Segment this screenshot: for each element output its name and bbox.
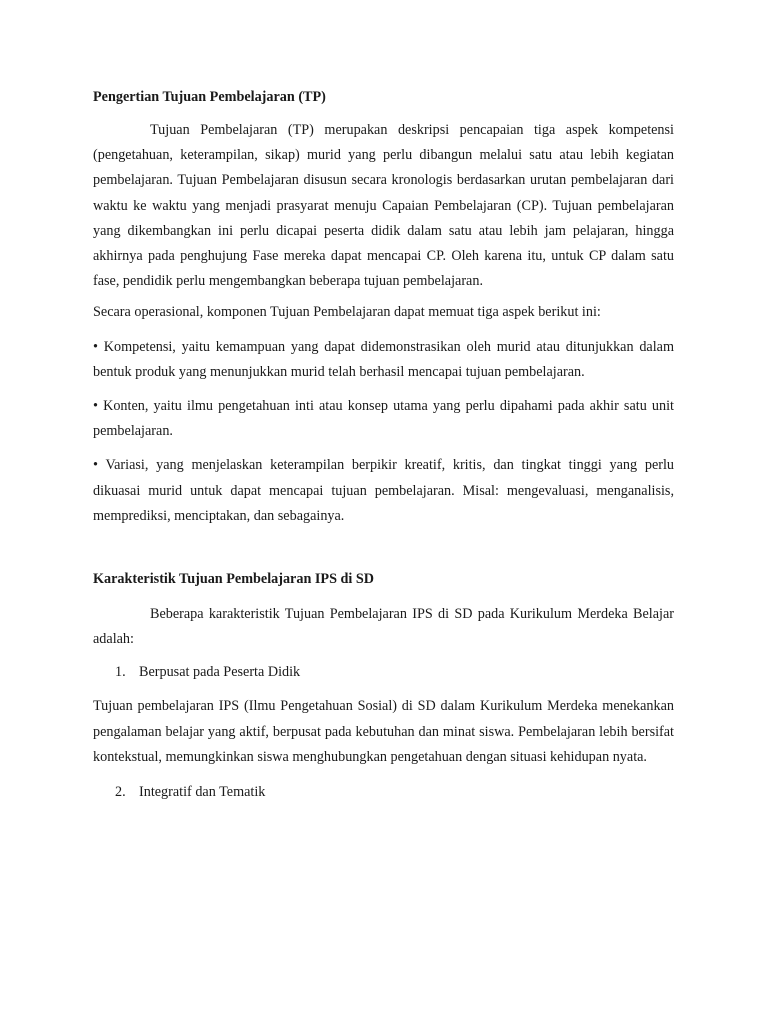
bullet-kompetensi: • Kompetensi, yaitu kemampuan yang dapat didemonstrasikan oleh murid atau ditunjukkan dalam bentuk produk yang menunjukkan murid telah berhasil mencapai tujuan pembelajaran.: [93, 338, 674, 380]
list-number: 1.: [115, 664, 126, 681]
paragraph-operational: Secara operasional, komponen Tujuan Pembelajaran dapat memuat tiga aspek berikut ini:: [93, 304, 601, 321]
bullet-variasi: • Variasi, yang menjelaskan keterampilan berpikir kreatif, kritis, dan tingkat tinggi yang perlu dikuasai murid untuk dapat mencapai tujuan pembelajaran. Misal: mengevaluasi, menganalisis, memprediksi, menciptakan, dan sebagainya.: [93, 457, 674, 524]
paragraph-berpusat: Tujuan pembelajaran IPS (Ilmu Pengetahuan Sosial) di SD dalam Kurikulum Merdeka menekankan pengalaman belajar yang aktif, berpusat pada kebutuhan dan minat siswa. Pembelajaran lebih bersifat kontekstual, memungkinkan siswa menghubungkan pengetahuan dengan situasi kehidupan nyata.: [93, 698, 674, 765]
bullet-konten: • Konten, yaitu ilmu pengetahuan inti atau konsep utama yang perlu dipahami pada akhir satu unit pembelajaran.: [93, 398, 674, 440]
section-title-pengertian: Pengertian Tujuan Pembelajaran (TP): [93, 89, 326, 105]
document-page: [93, 86, 674, 803]
list-item-1: [93, 661, 674, 683]
list-item-label: Berpusat pada Peserta Didik: [139, 664, 301, 681]
paragraph-karakteristik-intro: Beberapa karakteristik Tujuan Pembelajaran IPS di SD pada Kurikulum Merdeka Belajar adalah:: [93, 606, 674, 648]
list-item-label: Integratif dan Tematik: [139, 784, 266, 801]
list-number: 2.: [115, 784, 126, 801]
section-title-karakteristik: Karakteristik Tujuan Pembelajaran IPS di SD: [93, 571, 375, 588]
list-item-2: [93, 781, 674, 803]
paragraph-definition: Tujuan Pembelajaran (TP) merupakan deskripsi pencapaian tiga aspek kompetensi (pengetahuan, keterampilan, sikap) murid yang perlu dibangun melalui satu atau lebih kegiatan pembelajaran. Tujuan Pembelajaran disusun secara kronologis berdasarkan urutan pembelajaran dari waktu ke waktu yang menjadi prasyarat menuju Capaian Pembelajaran (CP). Tujuan pembelajaran yang dikembangkan ini perlu dicapai peserta didik dalam satu atau lebih jam pelajaran, hingga akhirnya pada penghujung Fase mereka dapat mencapai CP. Oleh karena itu, untuk CP dalam satu fase, pendidik perlu mengembangkan beberapa tujuan pembelajaran.: [93, 122, 674, 290]
